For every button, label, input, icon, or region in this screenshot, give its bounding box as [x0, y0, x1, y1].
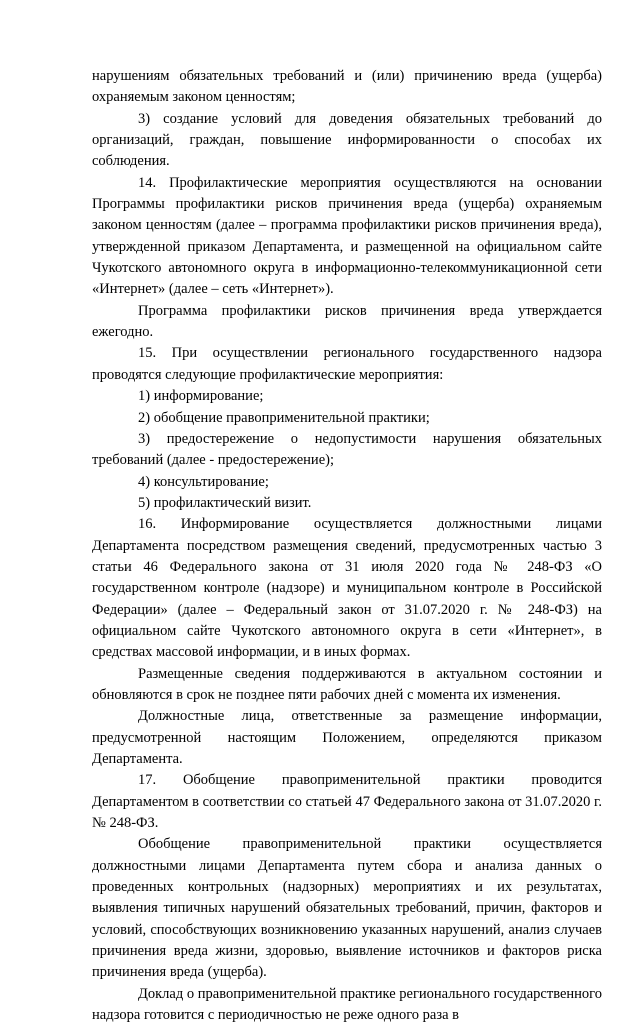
paragraph-continuation: нарушениям обязательных требований и (или) причинению вреда (ущерба) охраняемым законом ценностям;	[92, 68, 602, 106]
list-item-consulting: 4) консультирование;	[138, 473, 269, 490]
paragraph-16: 16. Информирование осуществляется должностными лицами Департамента посредством размещения сведений, предусмотренных частью 3 статьи 46 Федерального закона от 31 июля 2020 года № 248-ФЗ «О государственном контроле (надзоре) и муниципальном контроле в Российской Федерации» (далее – Федеральный закон от 31.07.2020 г. № 248-ФЗ) на официальном сайте Чукотского автономного округа в сети «Интернет», в средствах массовой информации, и в иных формах.	[92, 516, 602, 661]
paragraph-responsible-officials: Должностные лица, ответственные за размещение информации, предусмотренной настоящим Положением, определяются приказом Департамента.	[92, 708, 602, 767]
paragraph-17: 17. Обобщение правоприменительной практики проводится Департаментом в соответствии со статьей 47 Федерального закона от 31.07.2020 г. № 248-ФЗ.	[92, 772, 602, 832]
paragraph-item-3: 3) создание условий для доведения обязательных требований до организаций, граждан, повышение информированности о способах их соблюдения.	[92, 110, 602, 170]
list-item-informing: 1) информирование;	[138, 388, 264, 405]
list-item-preventive-visit: 5) профилактический визит.	[138, 494, 312, 511]
paragraph-14: 14. Профилактические мероприятия осуществляются на основании Программы профилактики рисков причинения вреда (ущерба) охраняемым законом ценностям (далее – программа профилактики рисков причинения вреда), утвержденной приказом Департамента, и размещенной на официальном сайте Чукотского автономного округа в информационно-телекоммуникационной сети «Интернет» (далее – сеть «Интернет»).	[92, 174, 602, 298]
paragraph-report: Доклад о правоприменительной практике регионального государственного надзора готовится с периодичностью не реже одного раза в	[92, 985, 602, 1024]
list-item-generalization: 2) обобщение правоприменительной практики;	[138, 409, 430, 426]
paragraph-info-updates: Размещенные сведения поддерживаются в актуальном состоянии и обновляются в срок не позднее пяти рабочих дней с момента их изменения.	[92, 665, 602, 703]
paragraph-15: 15. При осуществлении регионального государственного надзора проводятся следующие профилактические мероприятия:	[92, 345, 602, 383]
paragraph-program-approval: Программа профилактики рисков причинения вреда утверждается ежегодно.	[92, 302, 602, 341]
list-item-warning: 3) предостережение о недопустимости нарушения обязательных требований (далее - предостережение);	[92, 430, 602, 469]
paragraph-generalization-details: Обобщение правоприменительной практики осуществляется должностными лицами Департамента путем сбора и анализа данных о проведенных контрольных (надзорных) мероприятиях и их результатах, выявления типичных нарушений обязательных требований, причин, факторов и условий, способствующих возникновению указанных нарушений, анализ случаев причинения вреда жизни, здоровью, выявление источников и факторов риска причинения вреда (ущерба).	[92, 836, 602, 981]
